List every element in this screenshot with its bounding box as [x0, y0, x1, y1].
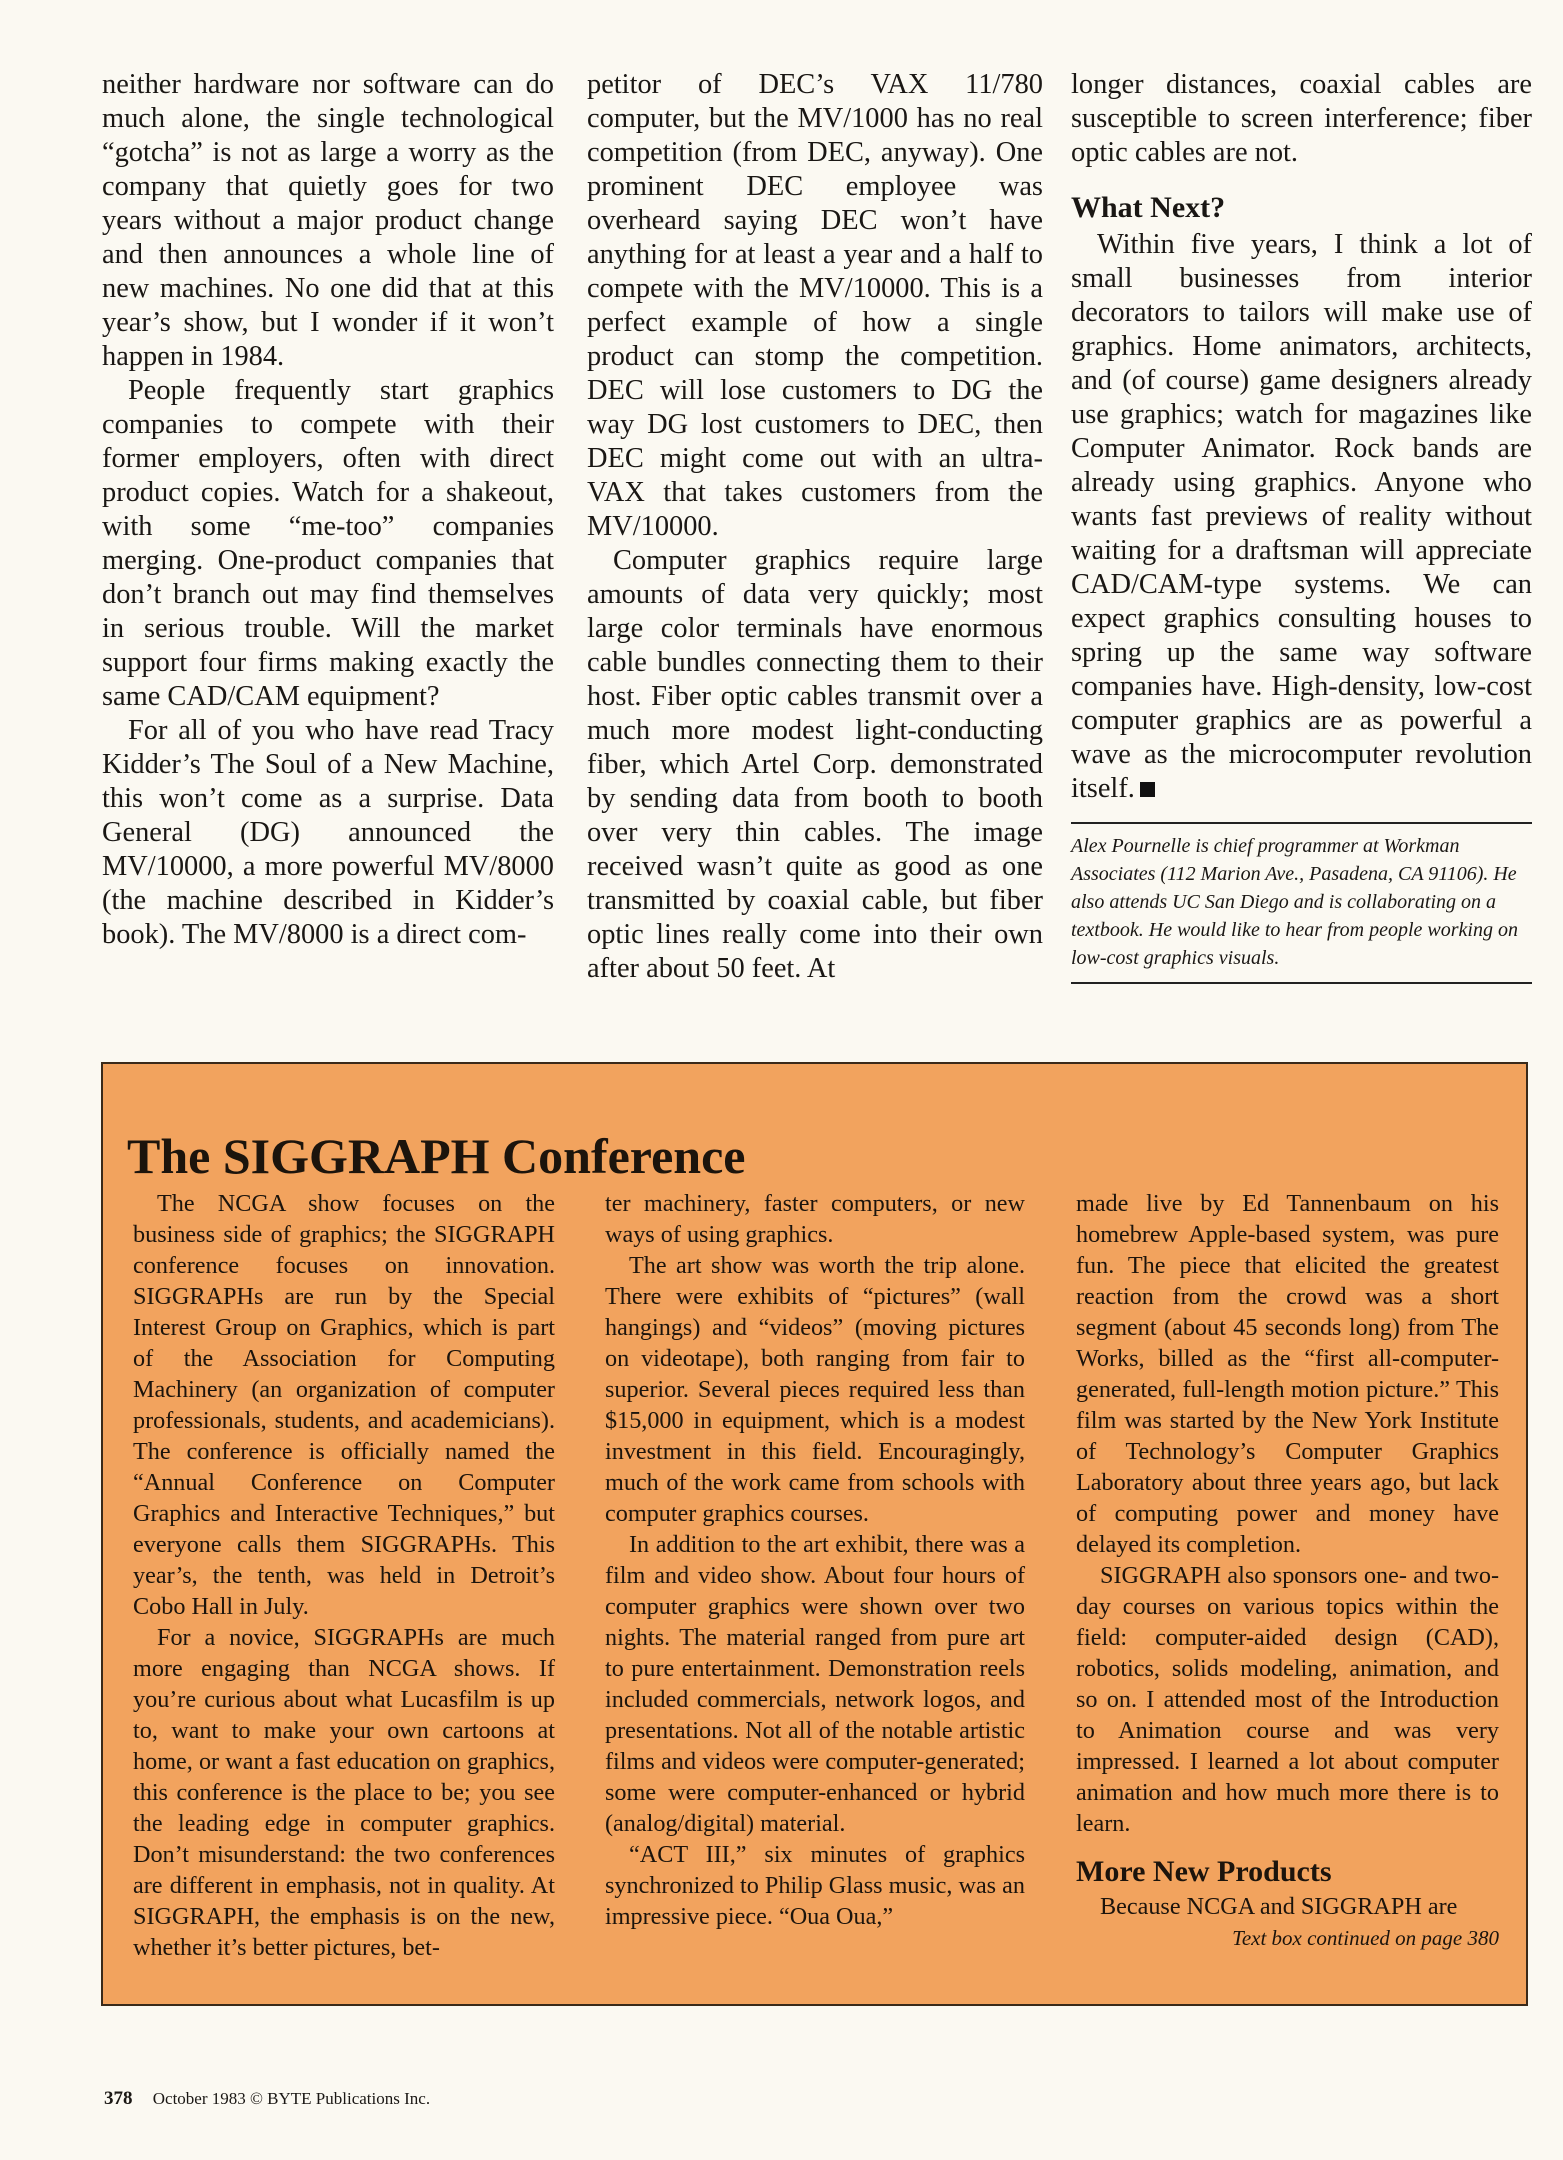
author-bio — [1071, 822, 1532, 984]
paragraph: Because NCGA and SIGGRAPH are — [1100, 1893, 1458, 1920]
end-mark-icon — [1140, 782, 1155, 797]
paragraph-text: Within five years, I think a lot of small businesses from interior decorators to tailors will make use of graphics. Home animators, architects, and (of course) game designers already use graphics; watch for magazines like Computer Animator. Rock bands are already using graphics. Anyone who wants fast previews of reality without waiting for a draftsman will appreciate CAD/CAM-type systems. We can expect graphics consulting houses to spring up the same way software companies have. High-density, low-cost computer graphics are as powerful a wave as the microcomputer revolution itself. — [1071, 229, 1532, 804]
paragraph: petitor of DEC’s VAX 11/780 computer, but the MV/1000 has no real competition (from DEC, anyway). One prominent DEC employee was overheard saying DEC won’t have anything for at least a year and a half to compete with the MV/10000. This is a perfect example of how a single product can stomp the competition. DEC will lose customers to DG the way DG lost customers to DEC, then DEC might come out with an ultra-VAX that takes customers from the MV/10000. — [587, 69, 1043, 542]
paragraph: For all of you who have read Tracy Kidder’s The Soul of a New Machine, this won’t come as a surprise. Data General (DG) announced the MV/10000, a more powerful MV/8000 (the machine described in Kidder’s book). The MV/8000 is a direct com- — [102, 715, 554, 950]
sidebar-title: The SIGGRAPH Conference — [127, 1128, 746, 1184]
issue-line: October 1983 © BYTE Publications Inc. — [152, 2089, 431, 2108]
paragraph: SIGGRAPH also sponsors one- and two-day courses on various topics within the field: computer-aided design (CAD), robotics, solids modeling, animation, and so on. I attended most of the Introduction to Animation course and was very impressed. I learned a lot about computer animation and how much more there is to learn. — [1076, 1562, 1499, 1837]
section-heading-what-next: What Next? — [1071, 191, 1226, 224]
article-column-2 — [587, 68, 1043, 986]
paragraph: For a novice, SIGGRAPHs are much more engaging than NCGA shows. If you’re curious about what Lucasfilm is up to, want to make your own cartoons at home, or want a fast education on graphics, this conference is the place to be; you see the leading edge in computer graphics. Don’t misunderstand: the two conferences are different in emphasis, not in quality. At SIGGRAPH, the emphasis is on the new, whether it’s better pictures, bet- — [133, 1624, 555, 1961]
paragraph: People frequently start graphics companies to compete with their former employers, often with direct product copies. Watch for a shakeout, with some “me-too” companies merging. One-product companies that don’t branch out may find themselves in serious trouble. Will the market support four firms making exactly the same CAD/CAM equipment? — [102, 375, 554, 712]
page-number: 378 — [104, 2088, 133, 2109]
siggraph-sidebar-box — [101, 1062, 1528, 2006]
sidebar-column-3 — [1076, 1188, 1499, 1954]
continued-note: Text box continued on page 380 — [1232, 1926, 1499, 1950]
paragraph — [1071, 228, 1532, 806]
paragraph: The NCGA show focuses on the business side of graphics; the SIGGRAPH conference focuses on innovation. SIGGRAPHs are run by the Special Interest Group on Graphics, which is part of the Association for Computing Machinery (an organization of computer professionals, students, and academicians). The conference is officially named the “Annual Conference on Computer Graphics and Interactive Techniques,” but everyone calls them SIGGRAPHs. This year’s, the tenth, was held in Detroit’s Cobo Hall in July. — [133, 1190, 555, 1620]
author-bio-text: Alex Pournelle is chief programmer at Workman Associates (112 Marion Ave., Pasadena, CA 91106). He also attends UC San Diego and is collaborating on a textbook. He would like to hear from people working on low-cost graphics visuals. — [1071, 835, 1518, 969]
page-footer — [104, 2087, 430, 2111]
paragraph: “ACT III,” six minutes of graphics synchronized to Philip Glass music, was an impressive piece. “Oua Oua,” — [605, 1841, 1025, 1930]
section-heading-more-new-products: More New Products — [1076, 1855, 1332, 1888]
paragraph: ter machinery, faster computers, or new ways of using graphics. — [605, 1190, 1025, 1248]
sidebar-column-1 — [133, 1188, 555, 1963]
paragraph: Computer graphics require large amounts of data very quickly; most large color terminals have enormous cable bundles connecting them to their host. Fiber optic cables transmit over a much more modest light-conducting fiber, which Artel Corp. demonstrated by sending data from booth to booth over very thin cables. The image received wasn’t quite as good as one transmitted by coaxial cable, but fiber optic lines really come into their own after about 50 feet. At — [587, 545, 1043, 984]
sidebar-column-2 — [605, 1188, 1025, 1932]
article-column-1 — [102, 68, 554, 952]
paragraph: In addition to the art exhibit, there was a film and video show. About four hours of computer graphics were shown over two nights. The material ranged from pure art to pure entertainment. Demonstration reels included commercials, network logos, and presentations. Not all of the notable artistic films and videos were computer-generated; some were computer-enhanced or hybrid (analog/digital) material. — [605, 1531, 1025, 1837]
paragraph: neither hardware nor software can do much alone, the single technological “gotcha” is not as large a worry as the company that quietly goes for two years without a major product change and then announces a whole line of new machines. No one did that at this year’s show, but I wonder if it won’t happen in 1984. — [102, 69, 554, 372]
paragraph: The art show was worth the trip alone. There were exhibits of “pictures” (wall hangings) and “videos” (moving pictures on videotape), both ranging from fair to superior. Several pieces required less than $15,000 in equipment, which is a modest investment in this field. Encouragingly, much of the work came from schools with computer graphics courses. — [605, 1252, 1025, 1527]
paragraph: longer distances, coaxial cables are susceptible to screen interference; fiber optic cables are not. — [1071, 69, 1532, 168]
paragraph: made live by Ed Tannenbaum on his homebrew Apple-based system, was pure fun. The piece that elicited the greatest reaction from the crowd was a short segment (about 45 seconds long) from The Works, billed as the “first all-computer-generated, full-length motion picture.” This film was started by the New York Institute of Technology’s Computer Graphics Laboratory about three years ago, but lack of computing power and money have delayed its completion. — [1076, 1190, 1499, 1558]
article-column-3 — [1071, 68, 1532, 984]
